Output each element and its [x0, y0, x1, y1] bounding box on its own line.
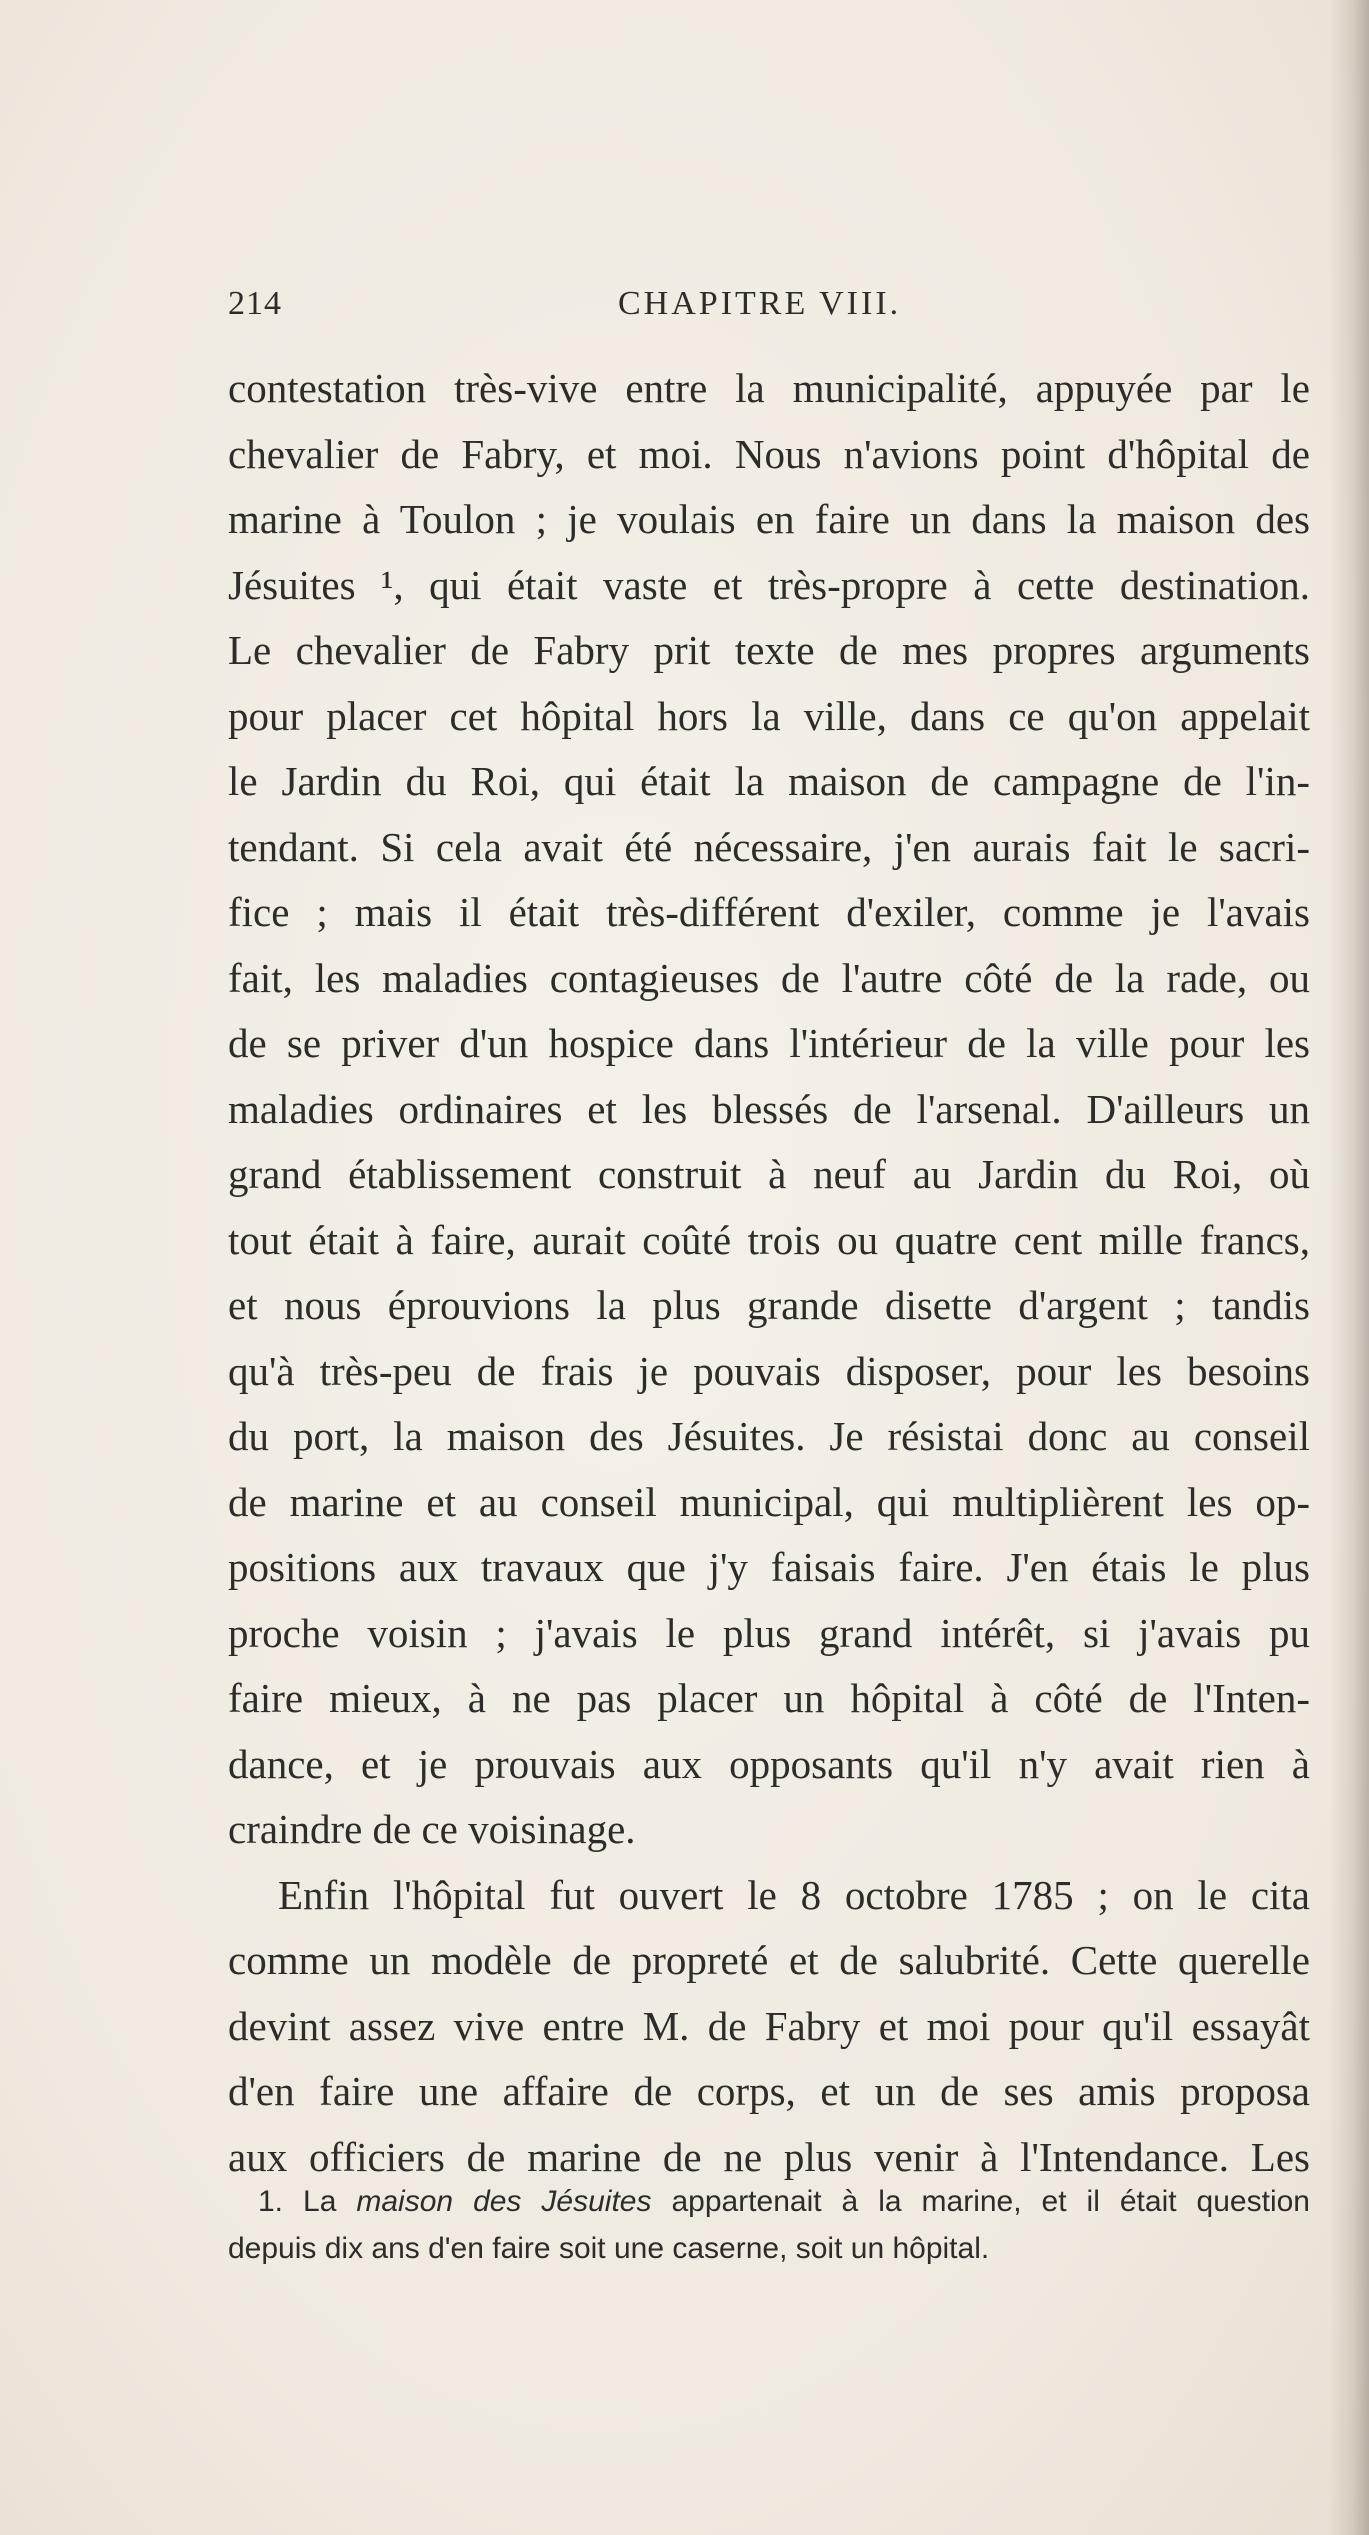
text-line: comme un modèle de propreté et de salubrité. Cette querelle [228, 1937, 1310, 1983]
text-line: tendant. Si cela avait été nécessaire, j'en aurais fait le sacri- [228, 823, 1310, 870]
text-line: tout était à faire, aurait coûté trois ou quatre cent mille francs, [228, 1216, 1310, 1263]
text-line: chevalier de Fabry, et moi. Nous n'avions point d'hôpital de [228, 430, 1310, 477]
footnote-marker: 1. [258, 2185, 284, 2218]
text-line: et nous éprouvions la plus grande disette d'argent ; tandis [228, 1282, 1310, 1328]
text-line: faire mieux, à ne pas placer un hôpital à côté de l'Inten- [228, 1675, 1310, 1721]
text-line: aux officiers de marine de ne plus venir à l'Intendance. Les [228, 2133, 1310, 2180]
footnote-line: depuis dix ans d'en faire soit une caserne, soit un hôpital. [228, 2232, 990, 2265]
footnote-text-post: appartenait à la marine, et il était question [651, 2185, 1310, 2218]
text-line: dance, et je prouvais aux opposants qu'il n'y avait rien à [228, 1740, 1310, 1787]
footnote-italic-text: maison des Jésuites [356, 2185, 652, 2218]
page-edge-shadow [1329, 0, 1369, 2535]
text-line: grand établissement construit à neuf au Jardin du Roi, où [228, 1151, 1310, 1197]
text-line: proche voisin ; j'avais le plus grand intérêt, si j'avais pu [228, 1609, 1310, 1656]
text-line: maladies ordinaires et les blessés de l'arsenal. D'ailleurs un [228, 1085, 1310, 1132]
text-line: qu'à très-peu de frais je pouvais disposer, pour les besoins [228, 1347, 1310, 1394]
paragraph-end-line: craindre de ce voisinage. [228, 1806, 636, 1852]
text-line: du port, la maison des Jésuites. Je résistai donc au conseil [228, 1413, 1310, 1459]
footnote-line [228, 2178, 1310, 2225]
page-header [228, 285, 1288, 335]
text-line: marine à Toulon ; je voulais en faire un dans la maison des [228, 496, 1310, 542]
running-head: CHAPITRE VIII. [618, 285, 902, 322]
text-line: de se priver d'un hospice dans l'intérieur de la ville pour les [228, 1020, 1310, 1066]
text-line: d'en faire une affaire de corps, et un de ses amis proposa [228, 2068, 1310, 2114]
text-line: devint assez vive entre M. de Fabry et moi pour qu'il essayât [228, 2002, 1310, 2049]
footnote-text-pre: La [303, 2185, 357, 2218]
text-line: Jésuites ¹, qui était vaste et très-propre à cette destination. [228, 561, 1310, 608]
text-line: contestation très-vive entre la municipalité, appuyée par le [228, 365, 1310, 411]
paragraph-start-line: Enfin l'hôpital fut ouvert le 8 octobre 1785 ; on le cita [278, 1871, 1310, 1918]
text-line: fice ; mais il était très-différent d'exiler, comme je l'avais [228, 889, 1310, 935]
text-line: pour placer cet hôpital hors la ville, dans ce qu'on appelait [228, 692, 1310, 739]
text-line: le Jardin du Roi, qui était la maison de campagne de l'in- [228, 758, 1310, 804]
text-line: fait, les maladies contagieuses de l'autre côté de la rade, ou [228, 954, 1310, 1001]
body-text [228, 356, 1310, 2190]
text-line: Le chevalier de Fabry prit texte de mes propres arguments [228, 627, 1310, 673]
footnote [228, 2178, 1310, 2272]
page-number: 214 [228, 285, 282, 322]
text-line: de marine et au conseil municipal, qui multiplièrent les op- [228, 1478, 1310, 1525]
text-line: positions aux travaux que j'y faisais faire. J'en étais le plus [228, 1544, 1310, 1590]
